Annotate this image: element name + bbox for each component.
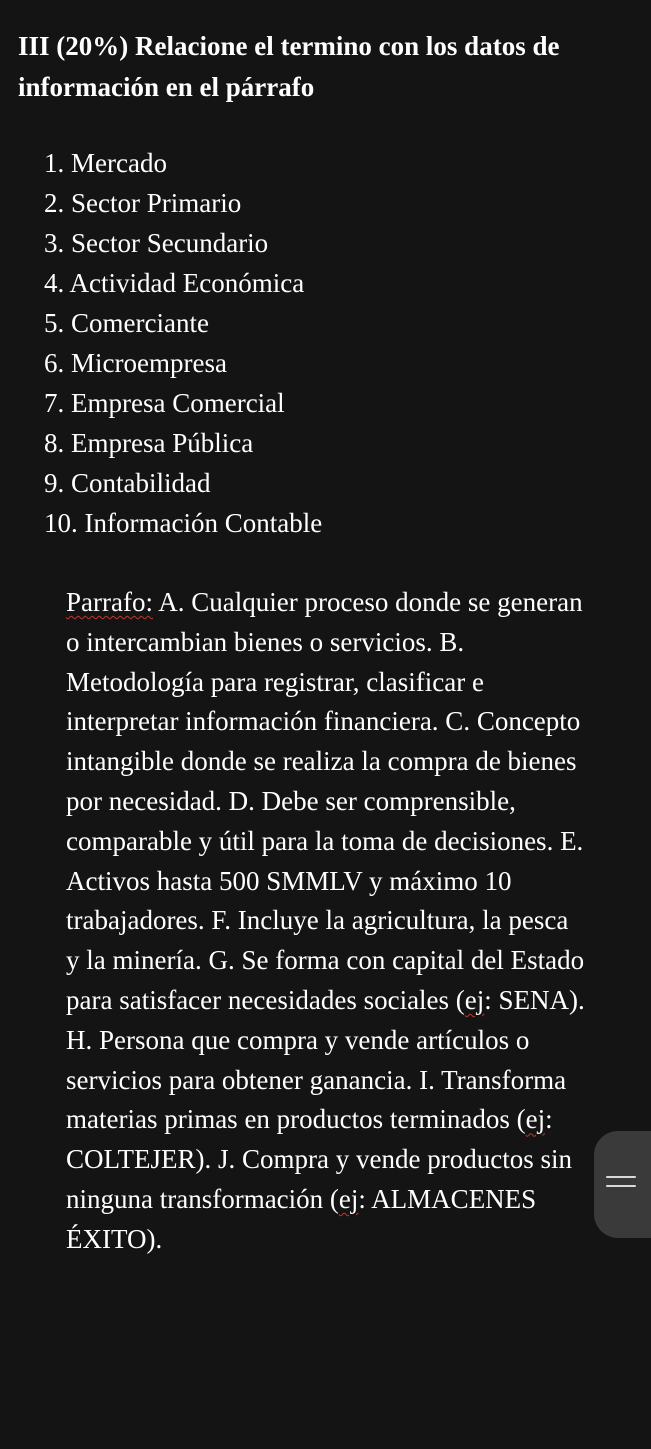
list-item: 1. Mercado — [44, 148, 167, 178]
list-item: 2. Sector Primario — [44, 188, 242, 218]
paragraph-text: A. Cualquier proceso donde se generan o intercambian bienes o servicios. B. Metodología para registrar, clasificar e interpretar información financiera. C. Concepto intangible donde se realiza la compra de bienes por necesidad. D. Debe ser comprensible, comparable y útil para la toma de decisiones. E. Activos hasta 500 SMMLV y máximo 10 trabajadores. F. Incluye la agricultura, la pesca y la minería. G. Se forma con capital del Estado para satisfacer necesidades sociales ( — [66, 587, 585, 1015]
definitions-paragraph — [66, 583, 586, 1260]
paragraph-text: : ALMACENES ÉXITO). — [66, 1183, 537, 1254]
list-item: 8. Empresa Pública — [44, 428, 254, 458]
list-item: 6. Microempresa — [44, 348, 227, 378]
section-title: III (20%) Relacione el termino con los datos de información en el párrafo — [18, 31, 560, 102]
grip-lines-icon — [606, 1185, 636, 1187]
paragraph-text: : COLTEJER). J. Compra y vende productos sin ninguna transformación ( — [66, 1104, 572, 1214]
spellcheck-word: ej — [464, 984, 485, 1015]
list-item: 3. Sector Secundario — [44, 228, 269, 258]
paragraph-text: : SENA). H. Persona que compra y vende artículos o servicios para obtener ganancia. I. Transforma materias primas en productos terminados ( — [66, 984, 585, 1135]
grip-lines-icon — [606, 1176, 636, 1178]
terms-list — [44, 143, 322, 543]
list-item: 10. Información Contable — [44, 508, 323, 538]
list-item: 9. Contabilidad — [44, 468, 211, 498]
spellcheck-word: ej — [525, 1104, 546, 1135]
spellcheck-word: ej — [338, 1183, 359, 1214]
list-item: 7. Empresa Comercial — [44, 388, 285, 418]
paragraph-label: Parrafo: — [66, 587, 153, 617]
list-item: 5. Comerciante — [44, 308, 209, 338]
list-item: 4. Actividad Económica — [44, 268, 305, 298]
